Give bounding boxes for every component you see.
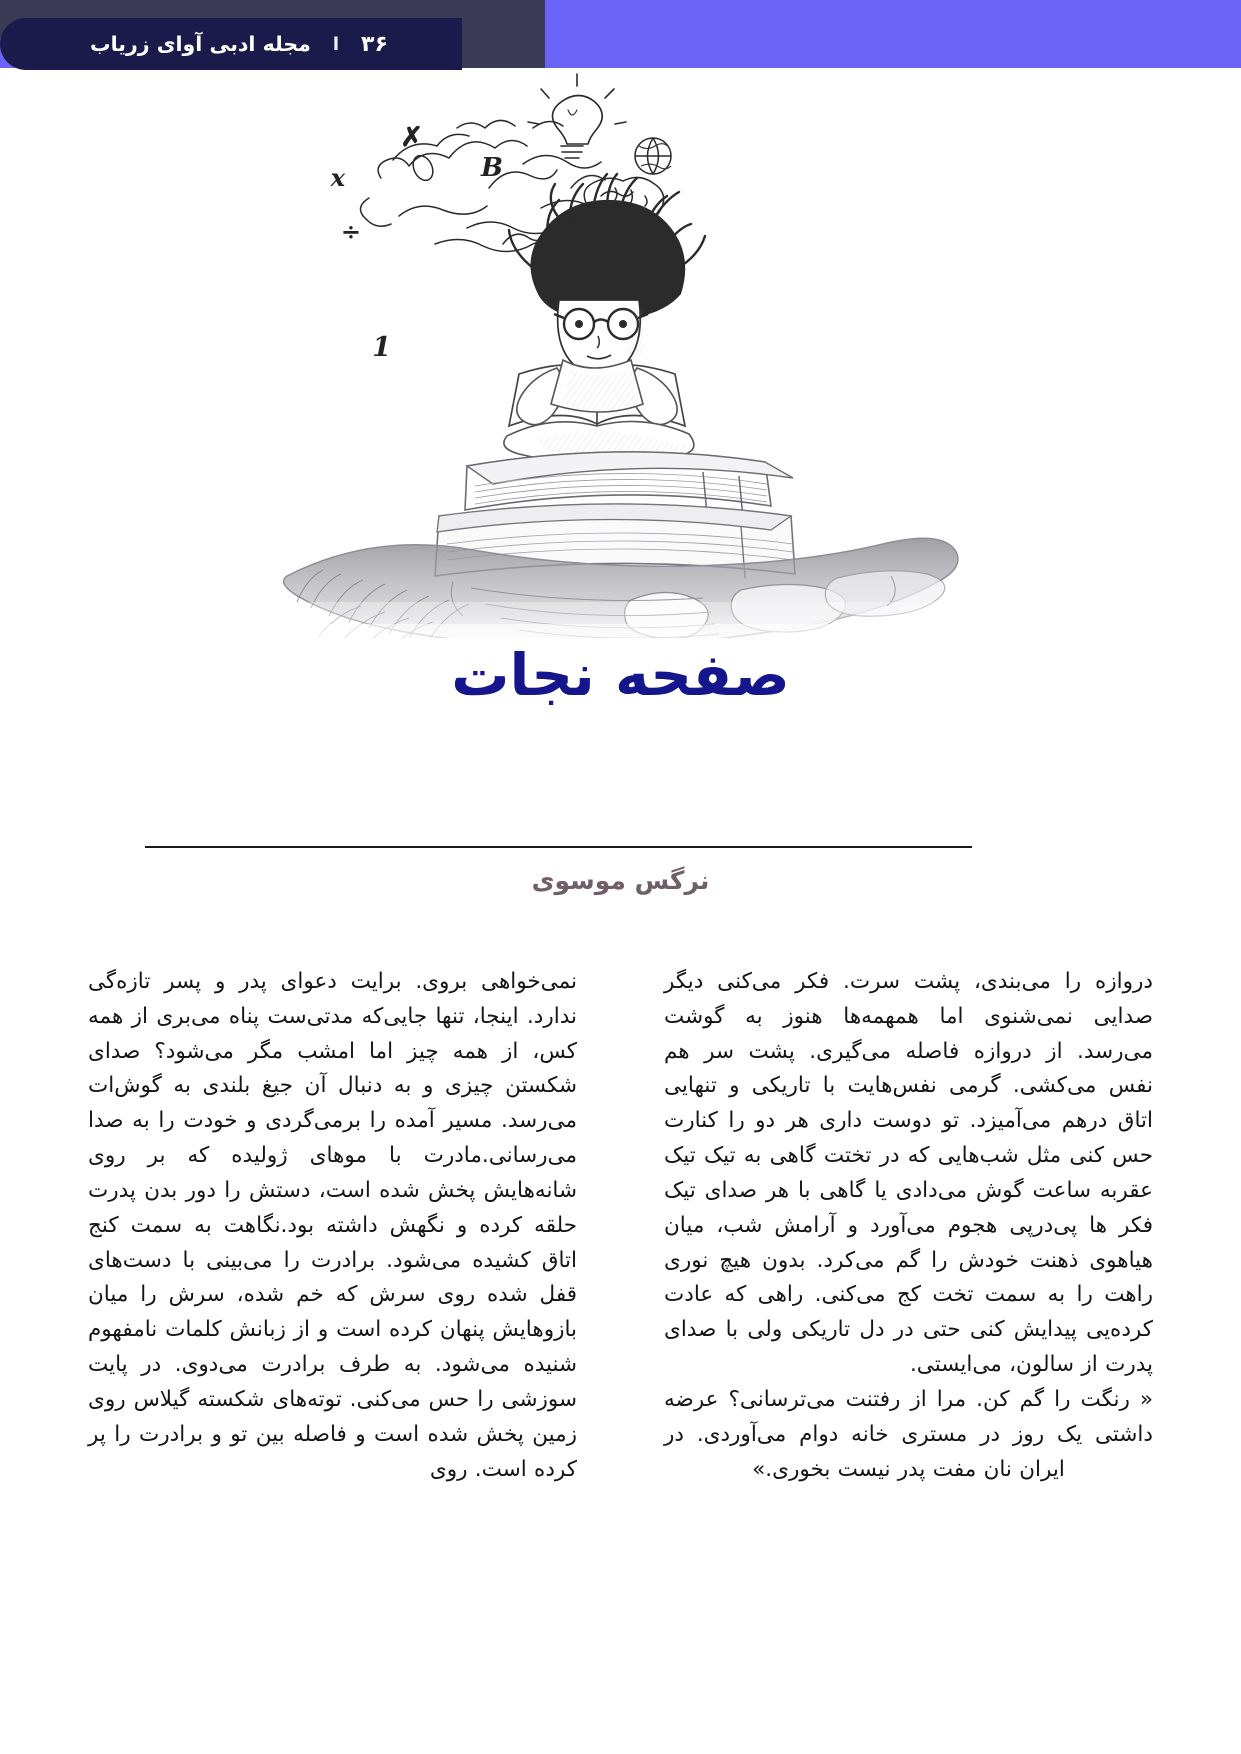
body-column-left <box>88 965 577 1605</box>
svg-text:x: x <box>330 163 345 192</box>
svg-text:1: 1 <box>371 332 391 363</box>
svg-text:÷: ÷ <box>340 217 361 246</box>
svg-text:B: B <box>480 153 503 183</box>
page-header <box>0 0 1241 72</box>
title-divider <box>145 846 972 848</box>
page-number: ۳۶ <box>361 31 388 57</box>
author-name: نرگس موسوی <box>531 866 710 895</box>
lightbulb-icon <box>528 74 626 158</box>
page-title: صفحه نجات <box>451 641 790 709</box>
title-block <box>0 640 1241 711</box>
header-title-pill <box>0 18 462 70</box>
globe-icon <box>635 138 671 174</box>
paragraph-quote: «‌ رنگت را گم کن. مرا از رفتنت می‌ترسانی؟ عرضه داشتی یک روز در مستری خانه دوام می‌آوردی. در ایران نان مفت پدر نیست بخوری.» <box>664 1386 1153 1482</box>
hand-holding-books-sketch-icon <box>271 68 971 638</box>
paragraph: نمی‌خواهی بروی. برایت دعوای پدر و پسر تازه‌گی ندارد. اینجا، تنها جایی‌که مدتی‌ست پناه می‌بری از همه کس، از همه چیز اما امشب مگر می‌شود؟ صدای شکستن چیزی و به دنبال آن جیغ بلندی به گوش‌ات می‌رسد. مسیر آمده را برمی‌گردی و خودت را به صدا می‌رسانی.مادرت با موهای ژولیده که بر روی شانه‌هایش پخش شده است، دستش را دور بدن پدرت حلقه کرده و نگهش داشته بود.نگاهت به سمت کنج اتاق کشیده می‌شود. برادرت را می‌بینی با دست‌های قفل شده روی سرش که خم شده، سرش را میان بازوهایش پنهان کرده است و از زبانش کلمات نامفهوم شنیده می‌شود. به طرف برادرت می‌دوی. در پایت سوزشی را حس می‌کنی. توته‌های شکسته گیلاس روی زمین پخش شده است و فاصله بین تو و برادرت را پر کرده است. روی <box>88 969 577 1482</box>
body-column-right <box>664 965 1153 1605</box>
paragraph: دروازه را می‌بندی، پشت سرت. فکر می‌کنی دیگر صدایی نمی‌شنوی اما همهمه‌ها هنوز به گوشت می‌رسد. از دروازه فاصله می‌گیری. پشت سر هم نفس می‌کشی. گرمی نفس‌هایت با تاریکی و تنهایی اتاق درهم می‌آمیزد. تو دوست داری هر دو را کنارت حس کنی مثل شب‌هایی که در تختت گاهی به تیک تیک عقربه ساعت گوش می‌دادی یا گاهی با هر صدای تیک فکر ها پی‌درپی هجوم می‌آورد و آرامش شب، میان هیاهوی ذهنت خودش را گم می‌کرد. بدون هیچ نوری راهت را به سمت تخت کج می‌کنی. راهی که عادت کرده‌یی پیدایش کنی حتی در دل تاریکی ولی با صدای پدرت از سالون، می‌ایستی. <box>664 969 1153 1378</box>
child-hair <box>509 174 705 320</box>
article-body <box>0 965 1241 1605</box>
magazine-name: مجله ادبی آوای زریاب <box>90 32 311 56</box>
author-line <box>0 866 1241 895</box>
article-illustration <box>0 68 1241 638</box>
header-separator: ا <box>332 33 340 55</box>
svg-text:✗: ✗ <box>399 122 423 153</box>
